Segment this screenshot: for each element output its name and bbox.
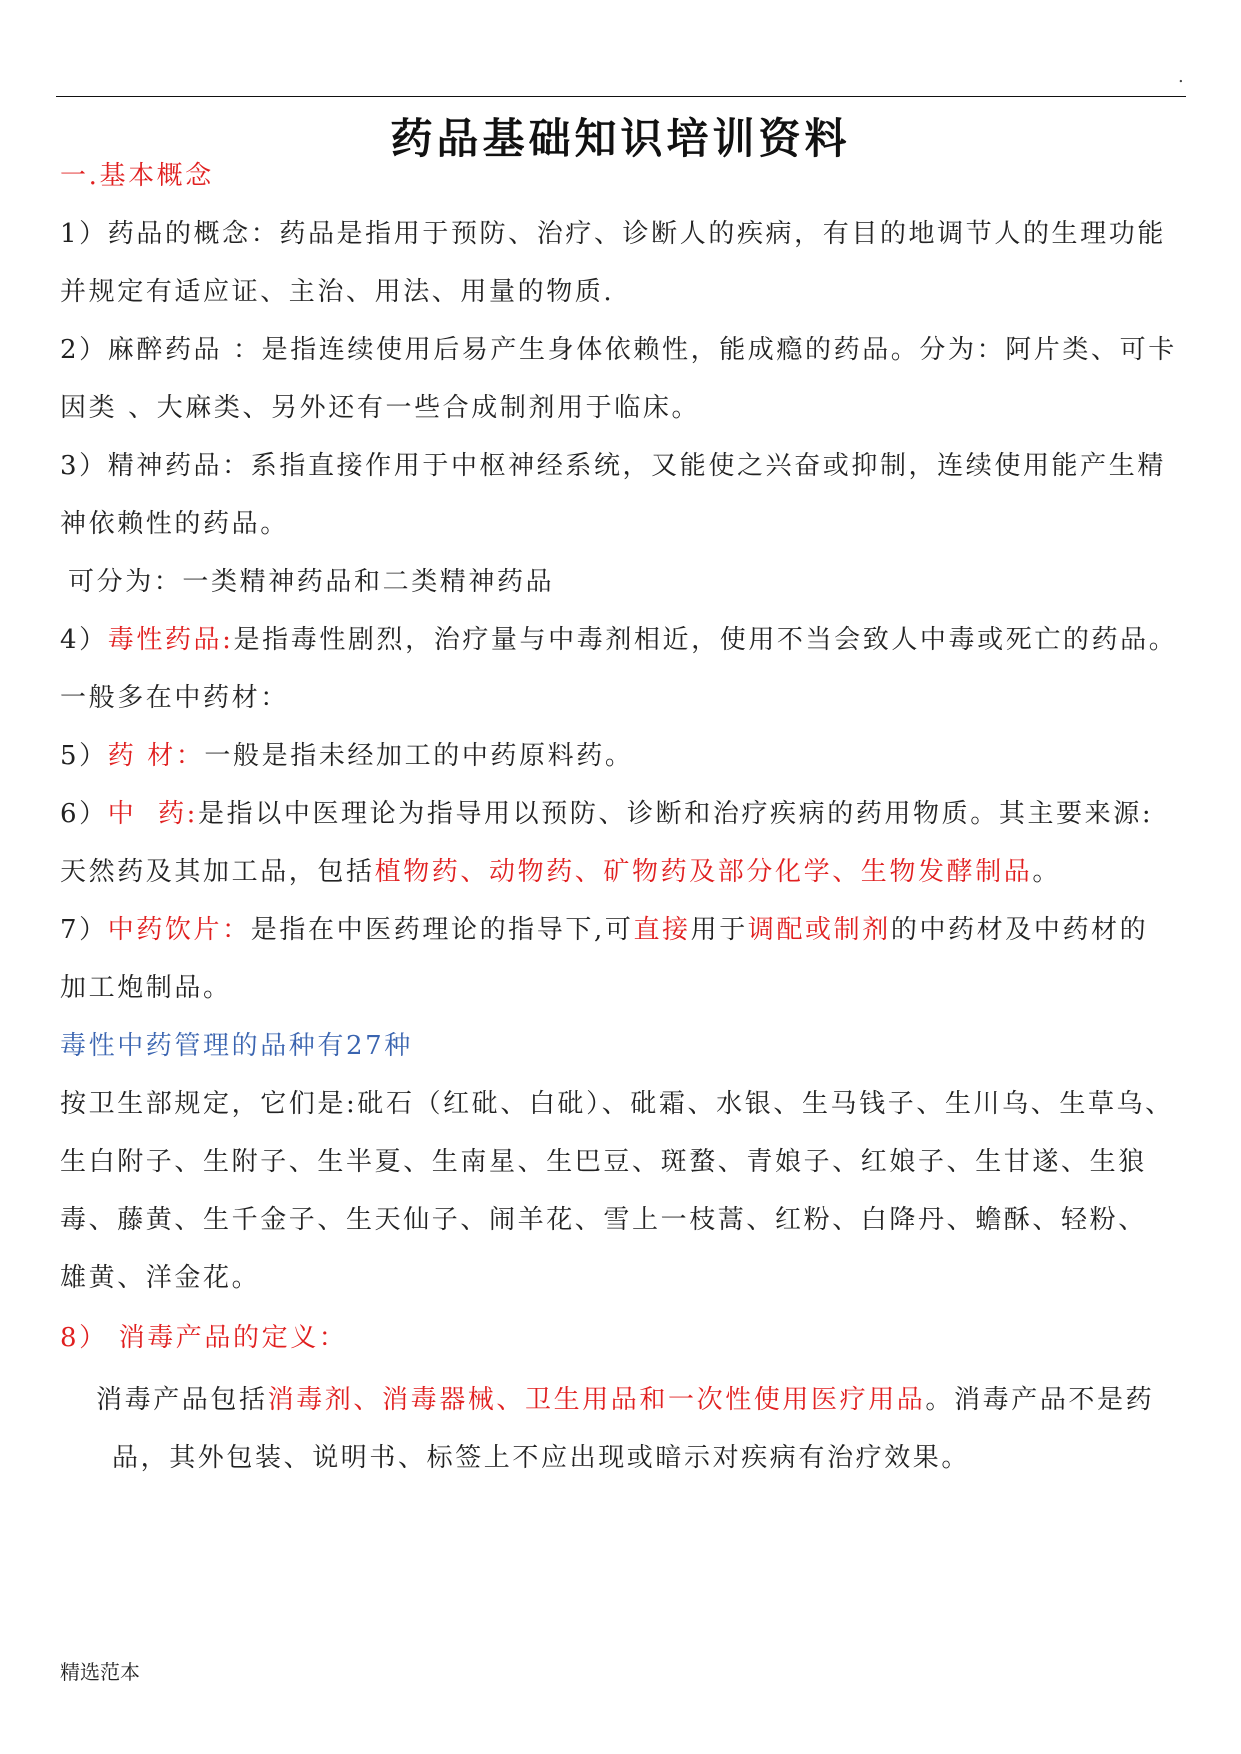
- p6-term: 中 药:: [107, 799, 199, 829]
- p8-line2: 品，其外包装、说明书、标签上不应出现或暗示对疾病有治疗效果。: [112, 1443, 971, 1473]
- p7-line1: [60, 912, 1148, 948]
- p3-line2: 神依赖性的药品。: [60, 509, 289, 539]
- p4-term: 毒性药品:: [107, 625, 234, 655]
- p6-line2: [60, 854, 1061, 890]
- p7-text-c: 用于: [690, 915, 748, 945]
- p5-term: 药 材：: [107, 741, 205, 771]
- p2-line2: 因类 、大麻类、另外还有一些合成制剂用于临床。: [60, 393, 701, 423]
- p2-line1: 2）麻醉药品 ：是指连续使用后易产生身体依赖性，能成瘾的药品。分为：阿片类、可卡: [60, 335, 1177, 365]
- p4-line1: [60, 622, 1177, 658]
- footer-note: 精选范本: [60, 1660, 140, 1684]
- header-mark: .: [1178, 66, 1184, 87]
- p1-line2: 并规定有适应证、主治、用法、用量的物质.: [60, 277, 615, 307]
- p6-text: 是指以中医理论为指导用以预防、诊断和治疗疾病的药用物质。其主要来源:: [198, 799, 1154, 829]
- p5-line1: [60, 738, 633, 774]
- p6-text-a: 天然药及其加工品，包括: [60, 857, 375, 887]
- p4-text: 是指毒性剧烈，治疗量与中毒剂相近，使用不当会致人中毒或死亡的药品。: [233, 625, 1178, 655]
- toxic-line3: 毒、藤黄、生千金子、生天仙子、闹羊花、雪上一枝蒿、红粉、白降丹、蟾酥、轻粉、: [60, 1205, 1147, 1235]
- p8-text-c: 。消毒产品不是药: [925, 1385, 1155, 1415]
- p7-highlight-b: 直接: [633, 915, 691, 945]
- p8-heading: 8） 消毒产品的定义：: [60, 1323, 348, 1353]
- p6-line1: [60, 796, 1153, 832]
- toxic-line4: 雄黄、洋金花。: [60, 1263, 261, 1293]
- p3-line1: 3）精神药品：系指直接作用于中枢神经系统，又能使之兴奋或抑制，连续使用能产生精: [60, 451, 1166, 481]
- p1-line1: 1）药品的概念：药品是指用于预防、治疗、诊断人的疾病，有目的地调节人的生理功能: [60, 219, 1166, 249]
- toxic-line2: 生白附子、生附子、生半夏、生南星、生巴豆、斑蝥、青娘子、红娘子、生甘遂、生狼: [60, 1147, 1147, 1177]
- p4-number: 4）: [60, 625, 108, 655]
- p7-number: 7）: [60, 915, 108, 945]
- section-heading: 一.基本概念: [60, 161, 214, 191]
- p6-highlight: 植物药、动物药、矿物药及部分化学、生物发酵制品: [374, 857, 1033, 887]
- p4-line2: 一般多在中药材：: [60, 683, 289, 713]
- p3-line3: 可分为：一类精神药品和二类精神药品: [68, 567, 555, 597]
- p7-term: 中药饮片：: [107, 915, 251, 945]
- p7-line2: 加工炮制品。: [60, 973, 232, 1003]
- document-title: 药品基础知识培训资料: [390, 114, 851, 163]
- toxic-heading: 毒性中药管理的品种有27种: [60, 1031, 413, 1061]
- toxic-line1: 按卫生部规定，它们是:砒石（红砒、白砒）、砒霜、水银、生马钱子、生川乌、生草乌、: [60, 1089, 1174, 1119]
- p7-text-e: 的中药材及中药材的: [890, 915, 1149, 945]
- p6-text-c: 。: [1032, 857, 1062, 887]
- p7-text-a: 是指在中医药理论的指导下,可: [250, 915, 634, 945]
- p8-line1: [96, 1382, 1154, 1418]
- p8-highlight: 消毒剂、消毒器械、卫生用品和一次性使用医疗用品: [267, 1385, 926, 1415]
- p8-text-a: 消毒产品包括: [96, 1385, 268, 1415]
- p7-highlight-d: 调配或制剂: [747, 915, 891, 945]
- p5-text: 一般是指未经加工的中药原料药。: [204, 741, 634, 771]
- header-rule: [56, 96, 1186, 97]
- p5-number: 5）: [60, 741, 108, 771]
- p6-number: 6）: [60, 799, 108, 829]
